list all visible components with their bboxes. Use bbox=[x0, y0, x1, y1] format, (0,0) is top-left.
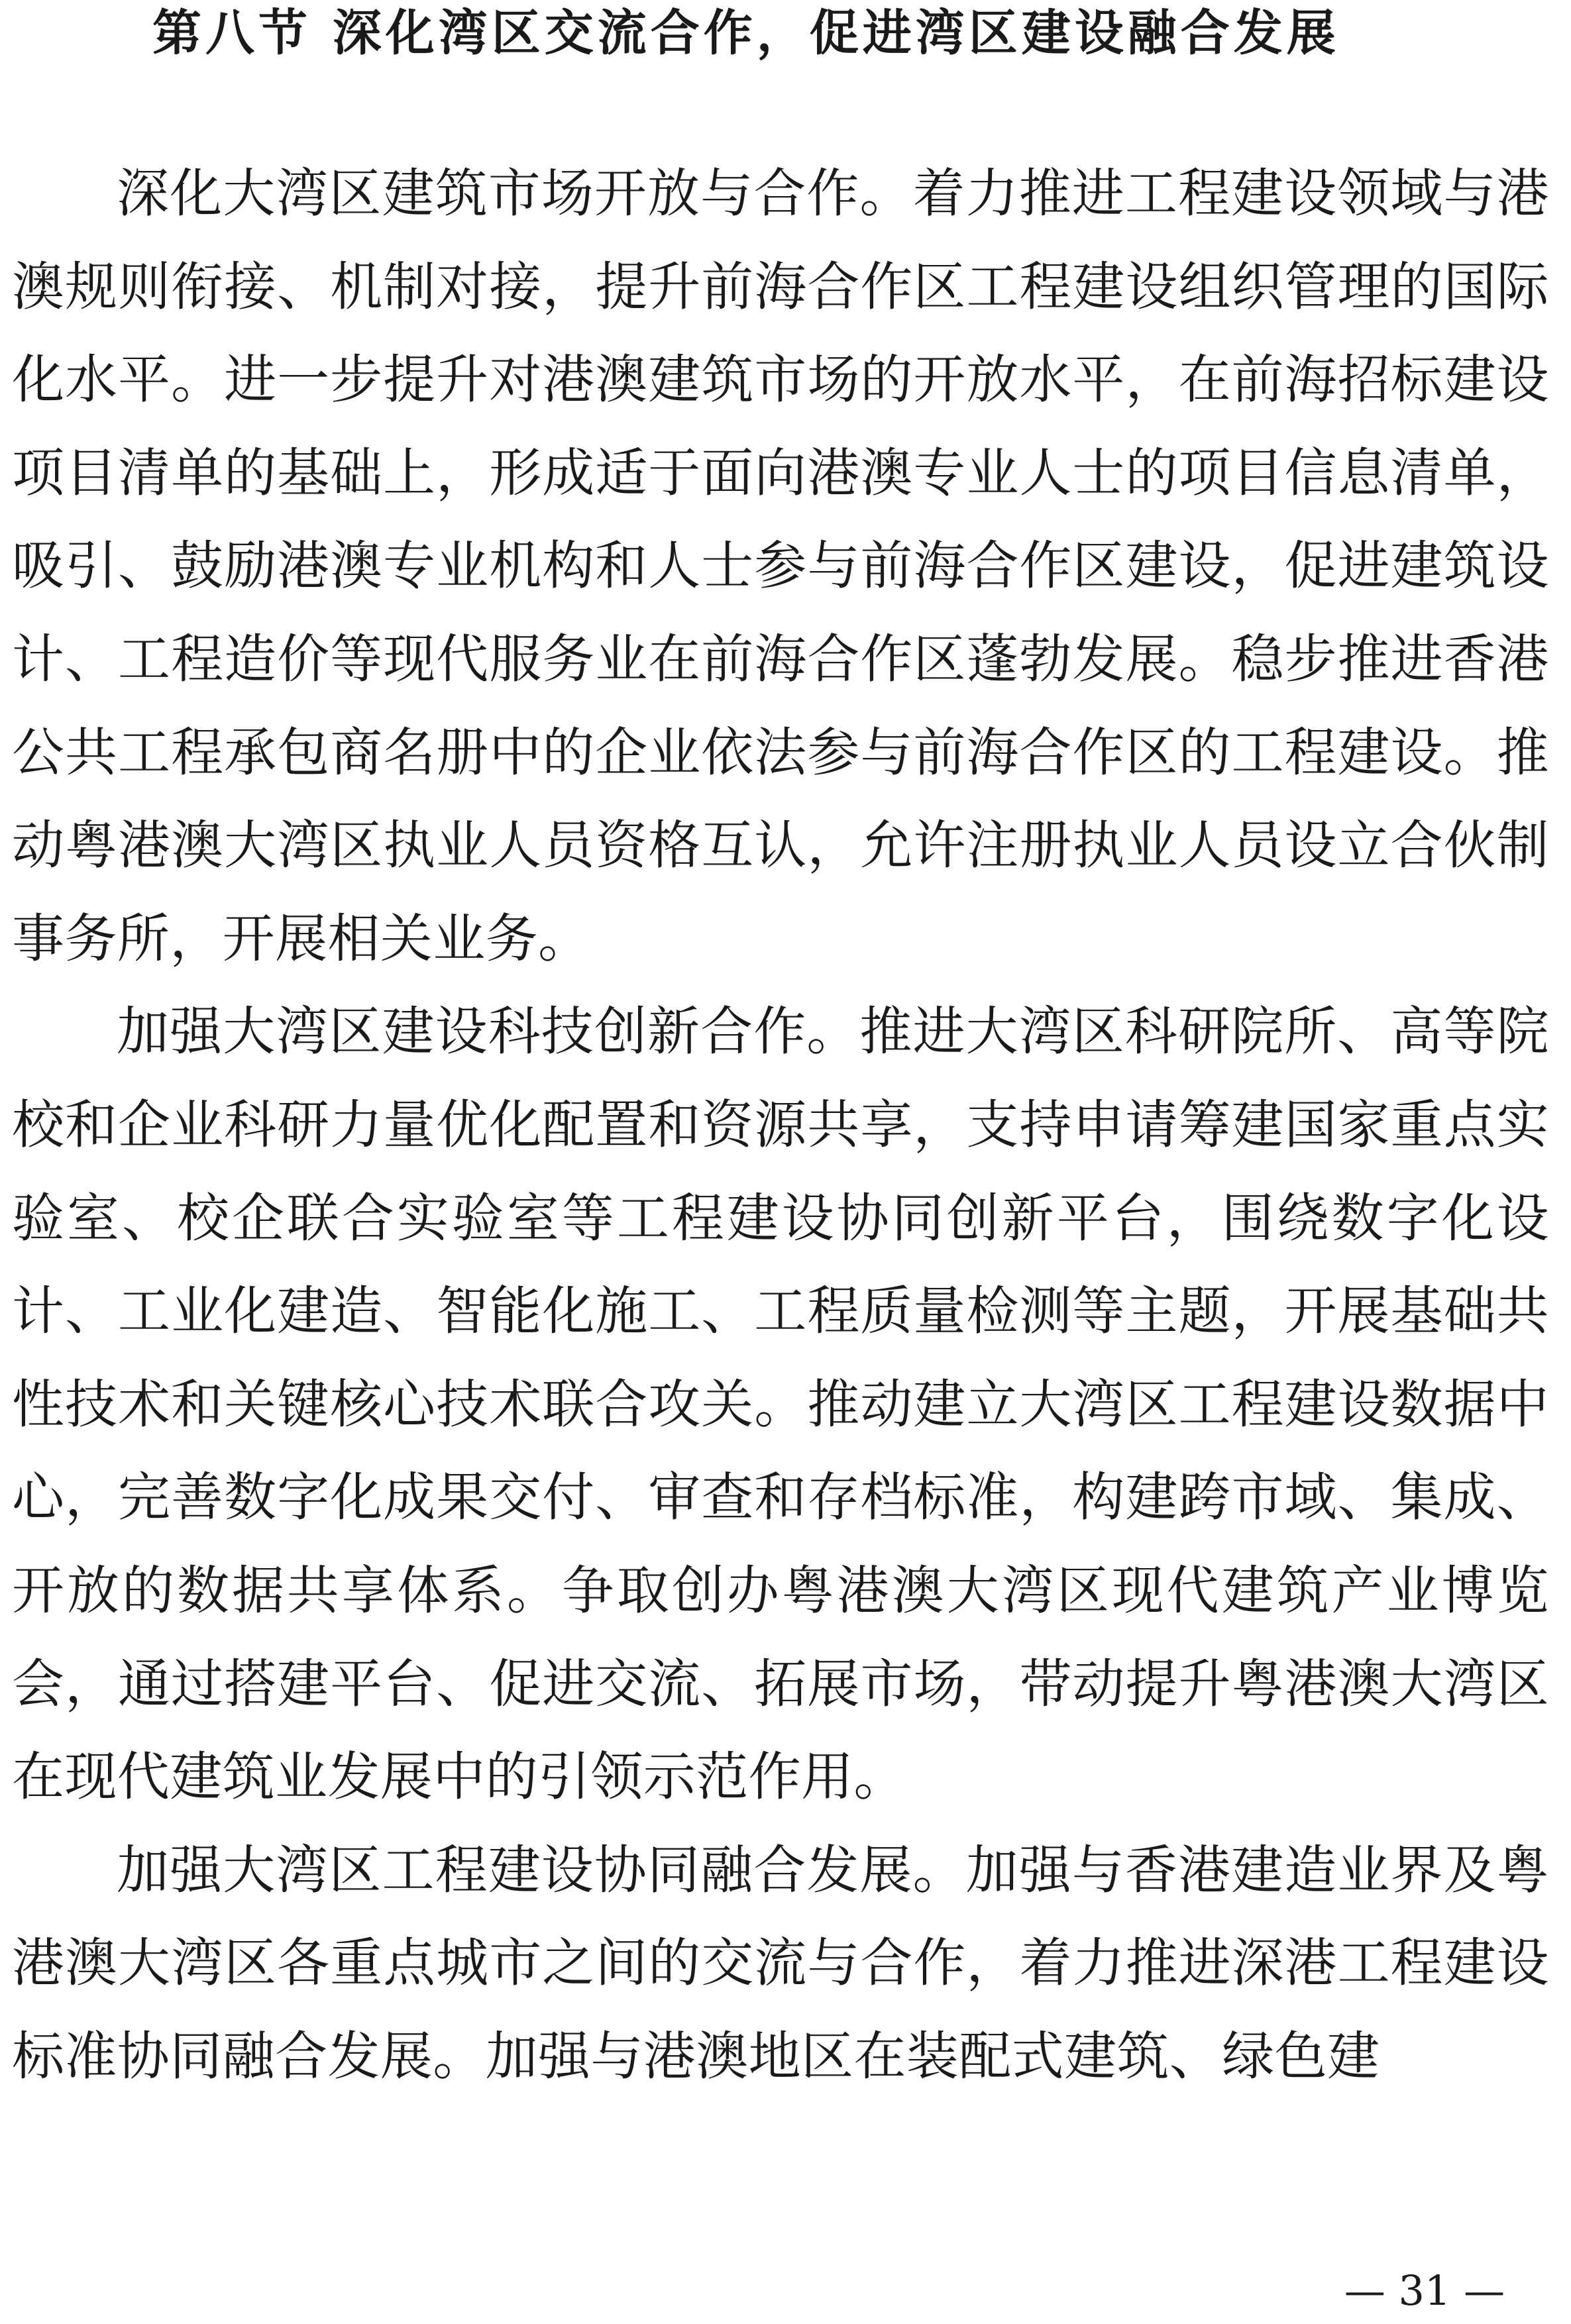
page-number: — 31 — bbox=[1344, 2266, 1505, 2315]
paragraph-tech-innovation: 加强大湾区建设科技创新合作。推进大湾区科研院所、高等院校和企业科研力量优化配置和资源共享，支持申请筹建国家重点实验室、校企联合实验室等工程建设协同创新平台，围绕数字化设计、工业化建造、智能化施工、工程质量检测等主题，开展基础共性技术和关键核心技术联合攻关。推动建立大湾区工程建设数据中心，完善数字化成果交付、审查和存档标准，构建跨市域、集成、开放的数据共享体系。争取创办粤港澳大湾区现代建筑产业博览会，通过搭建平台、促进交流、拓展市场，带动提升粤港澳大湾区在现代建筑业发展中的引领示范作用。 bbox=[12, 1001, 1549, 1808]
paragraph-coordinated-development: 加强大湾区工程建设协同融合发展。加强与香港建造业界及粤港澳大湾区各重点城市之间的交流与合作，着力推进深港工程建设标准协同融合发展。加强与港澳地区在装配式建筑、绿色建 bbox=[12, 1839, 1549, 2087]
paragraph-market-opening: 深化大湾区建筑市场开放与合作。着力推进工程建设领域与港澳规则衔接、机制对接，提升前海合作区工程建设组织管理的国际化水平。进一步提升对港澳建筑市场的开放水平，在前海招标建设项目清单的基础上，形成适于面向港澳专业人士的项目信息清单，吸引、鼓励港澳专业机构和人士参与前海合作区建设，促进建筑设计、工程造价等现代服务业在前海合作区蓬勃发展。稳步推进香港公共工程承包商名册中的企业依法参与前海合作区的工程建设。推动粤港澳大湾区执业人员资格互认，允许注册执业人员设立合伙制事务所，开展相关业务。 bbox=[12, 163, 1549, 969]
body-text bbox=[12, 147, 1549, 2103]
section-title: 第八节 深化湾区交流合作，促进湾区建设融合发展 bbox=[152, 5, 1340, 62]
